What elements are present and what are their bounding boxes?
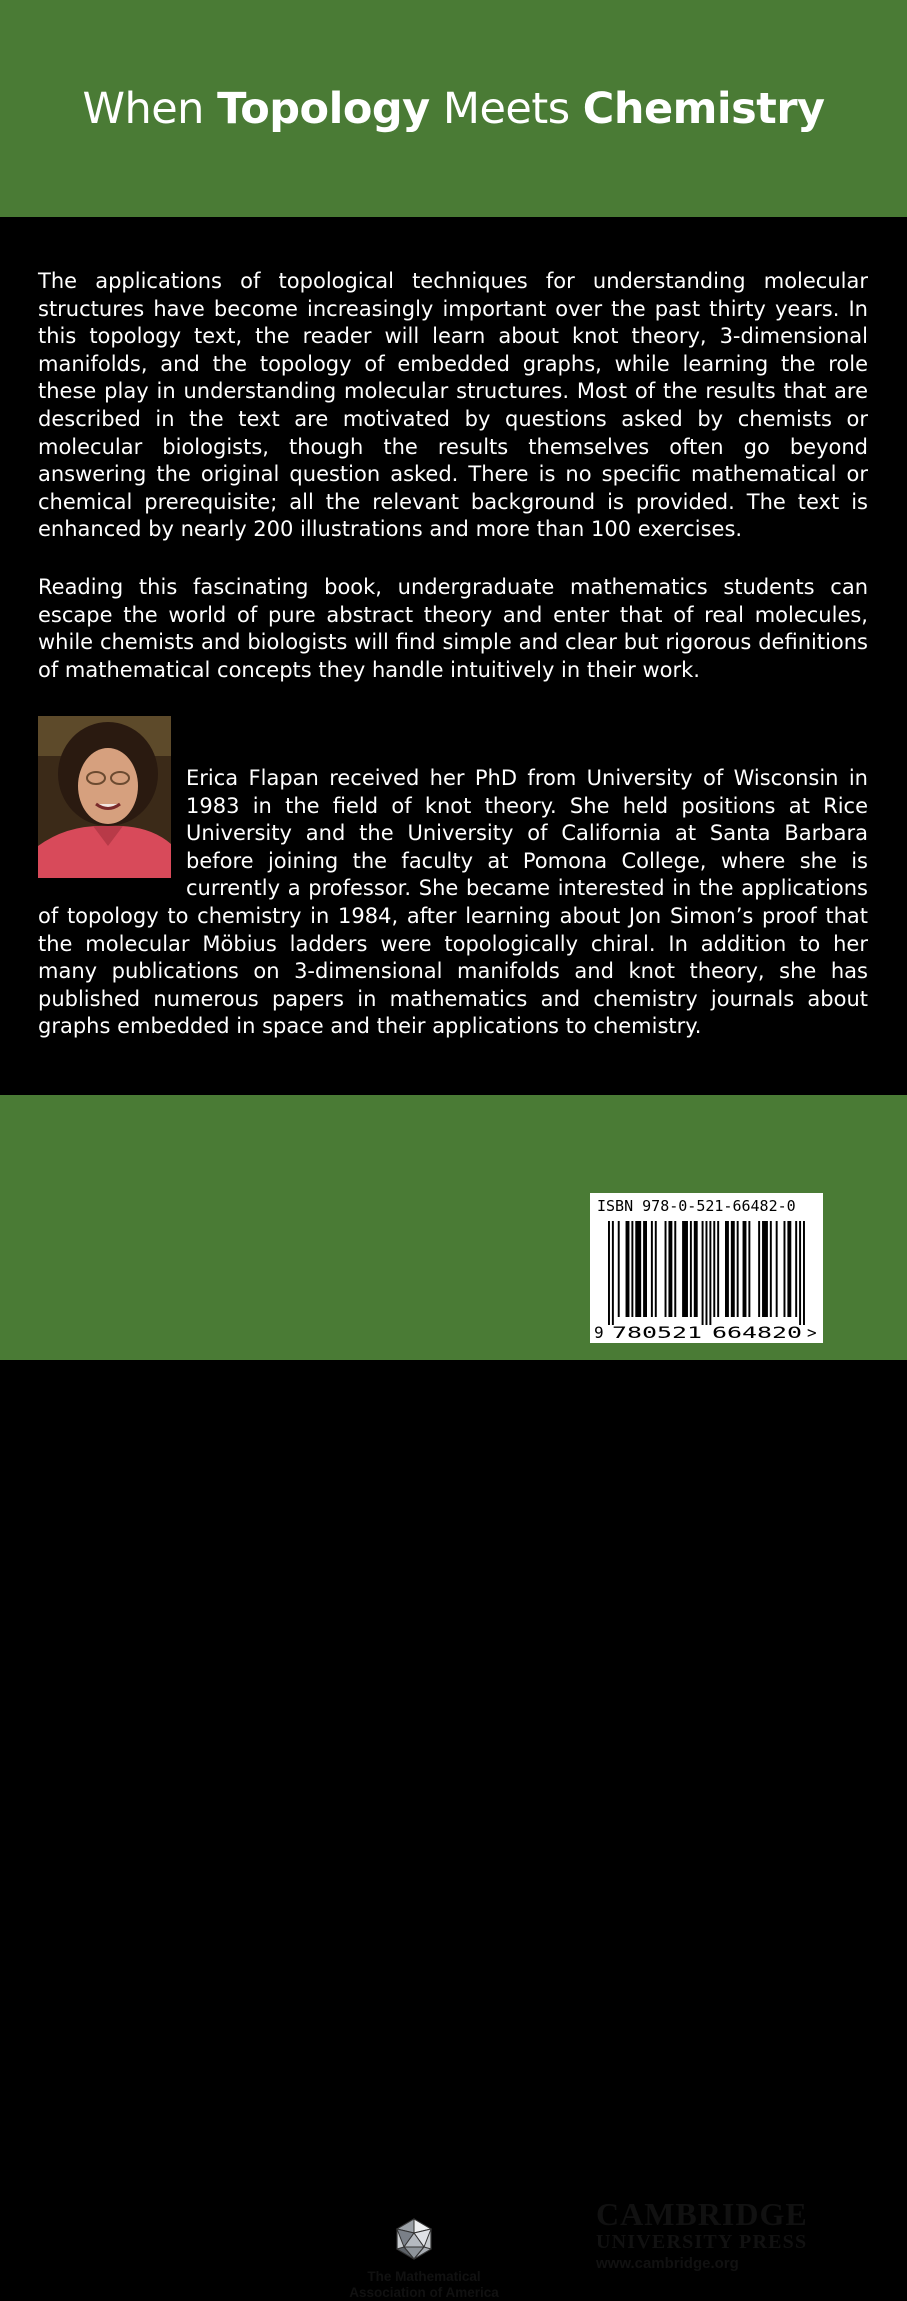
barcode-end-mark: > — [807, 1323, 817, 1342]
barcode-bar — [717, 1221, 719, 1317]
title-band — [0, 0, 907, 217]
barcode-bar — [758, 1221, 760, 1317]
maa-name — [324, 2269, 524, 2301]
author-bio: Erica Flapan received her PhD from University of Wisconsin in 1983 in the field of knot theory. She held positions at Rice University and the University of California at Santa Barbara before joining the faculty at Pomona College, where she is currently a professor. She became interested in the applications of topology to chemistry in 1984, after learning about Jon Simon’s proof that the molecular Möbius ladders were topologically chiral. In addition to her many publications on 3-dimensional manifolds and knot theory, she has published numerous papers in mathematics and chemistry journals about graphs embedded in space and their applications to chemistry. — [38, 766, 868, 1039]
publisher-press: UNIVERSITY PRESS — [596, 2231, 808, 2253]
barcode-bar — [626, 1221, 630, 1317]
barcode-bar — [731, 1221, 735, 1317]
barcode-bar — [803, 1221, 805, 1325]
barcode-bar — [784, 1221, 786, 1317]
title-word-meets: Meets — [429, 84, 583, 134]
barcode-first-digit: 9 — [594, 1323, 604, 1342]
barcode-bar — [706, 1221, 708, 1325]
description-panel — [0, 217, 907, 1095]
barcode-bar — [795, 1221, 797, 1317]
barcode-bar — [635, 1221, 641, 1317]
barcode-graphic — [590, 1217, 823, 1343]
barcode-bar — [743, 1221, 747, 1317]
barcode-bars — [608, 1221, 805, 1325]
maa-line-2: Association of America — [349, 2285, 499, 2300]
barcode-bar — [682, 1221, 688, 1317]
barcode-bar — [737, 1221, 739, 1317]
barcode-bar — [713, 1221, 715, 1317]
publisher-website: www.cambridge.org — [596, 2255, 739, 2272]
publisher-logo — [596, 2197, 826, 2275]
barcode-bar — [762, 1221, 768, 1317]
author-bio-block — [38, 765, 868, 1041]
barcode-bar — [702, 1221, 704, 1325]
barcode-bar — [665, 1221, 667, 1317]
isbn-label: ISBN 978-0-521-66482-0 — [597, 1197, 796, 1215]
book-title — [0, 84, 907, 134]
publisher-name: CAMBRIDGE — [596, 2196, 808, 2232]
barcode-bar — [631, 1221, 633, 1317]
title-word-topology: Topology — [217, 84, 430, 134]
barcode-bar — [787, 1221, 791, 1317]
barcode-bar — [709, 1221, 711, 1325]
barcode-bar — [748, 1221, 750, 1317]
title-word-when: When — [82, 84, 218, 134]
description-paragraph-2: Reading this fascinating book, undergraduate mathematics students can escape the world of pure abstract theory and enter that of real molecules, while chemists and biologists will find simple and clear but rigorous definitions of mathematical concepts they handle intuitively in their work. — [38, 575, 868, 682]
barcode-bar — [651, 1221, 653, 1317]
barcode-bar — [618, 1221, 620, 1317]
barcode-bar — [643, 1221, 647, 1317]
barcode-bar — [799, 1221, 801, 1325]
barcode-bar — [674, 1221, 676, 1317]
description-paragraph-1: The applications of topological techniques for understanding molecular structures have become increasingly important over the past thirty years. In this topology text, the reader will learn about knot theory, 3-dimensional manifolds, and the topology of embedded graphs, while learning the role these play in understanding molecular structures. Most of the results that are described in the text are motivated by questions asked by chemists or molecular biologists, though the results themselves often go beyond answering the original question asked. There is no specific mathematical or chemical prerequisite; all the relevant background is provided. The text is enhanced by nearly 200 illustrations and more than 100 exercises. — [38, 269, 868, 542]
maa-line-1: The Mathematical — [367, 2269, 481, 2284]
barcode-bar — [694, 1221, 698, 1317]
barcode-bar — [668, 1221, 672, 1317]
isbn-barcode — [590, 1193, 823, 1343]
barcode-bar — [776, 1221, 778, 1317]
title-word-chemistry: Chemistry — [582, 84, 825, 134]
barcode-right-digits: 664820 — [712, 1323, 802, 1342]
barcode-bar — [725, 1221, 729, 1317]
barcode-bar — [655, 1221, 657, 1317]
barcode-bar — [608, 1221, 610, 1325]
icosahedron-icon — [394, 2217, 434, 2261]
barcode-bar — [690, 1221, 692, 1317]
barcode-bar — [770, 1221, 772, 1317]
barcode-left-digits: 780521 — [612, 1323, 702, 1342]
barcode-bar — [612, 1221, 614, 1325]
